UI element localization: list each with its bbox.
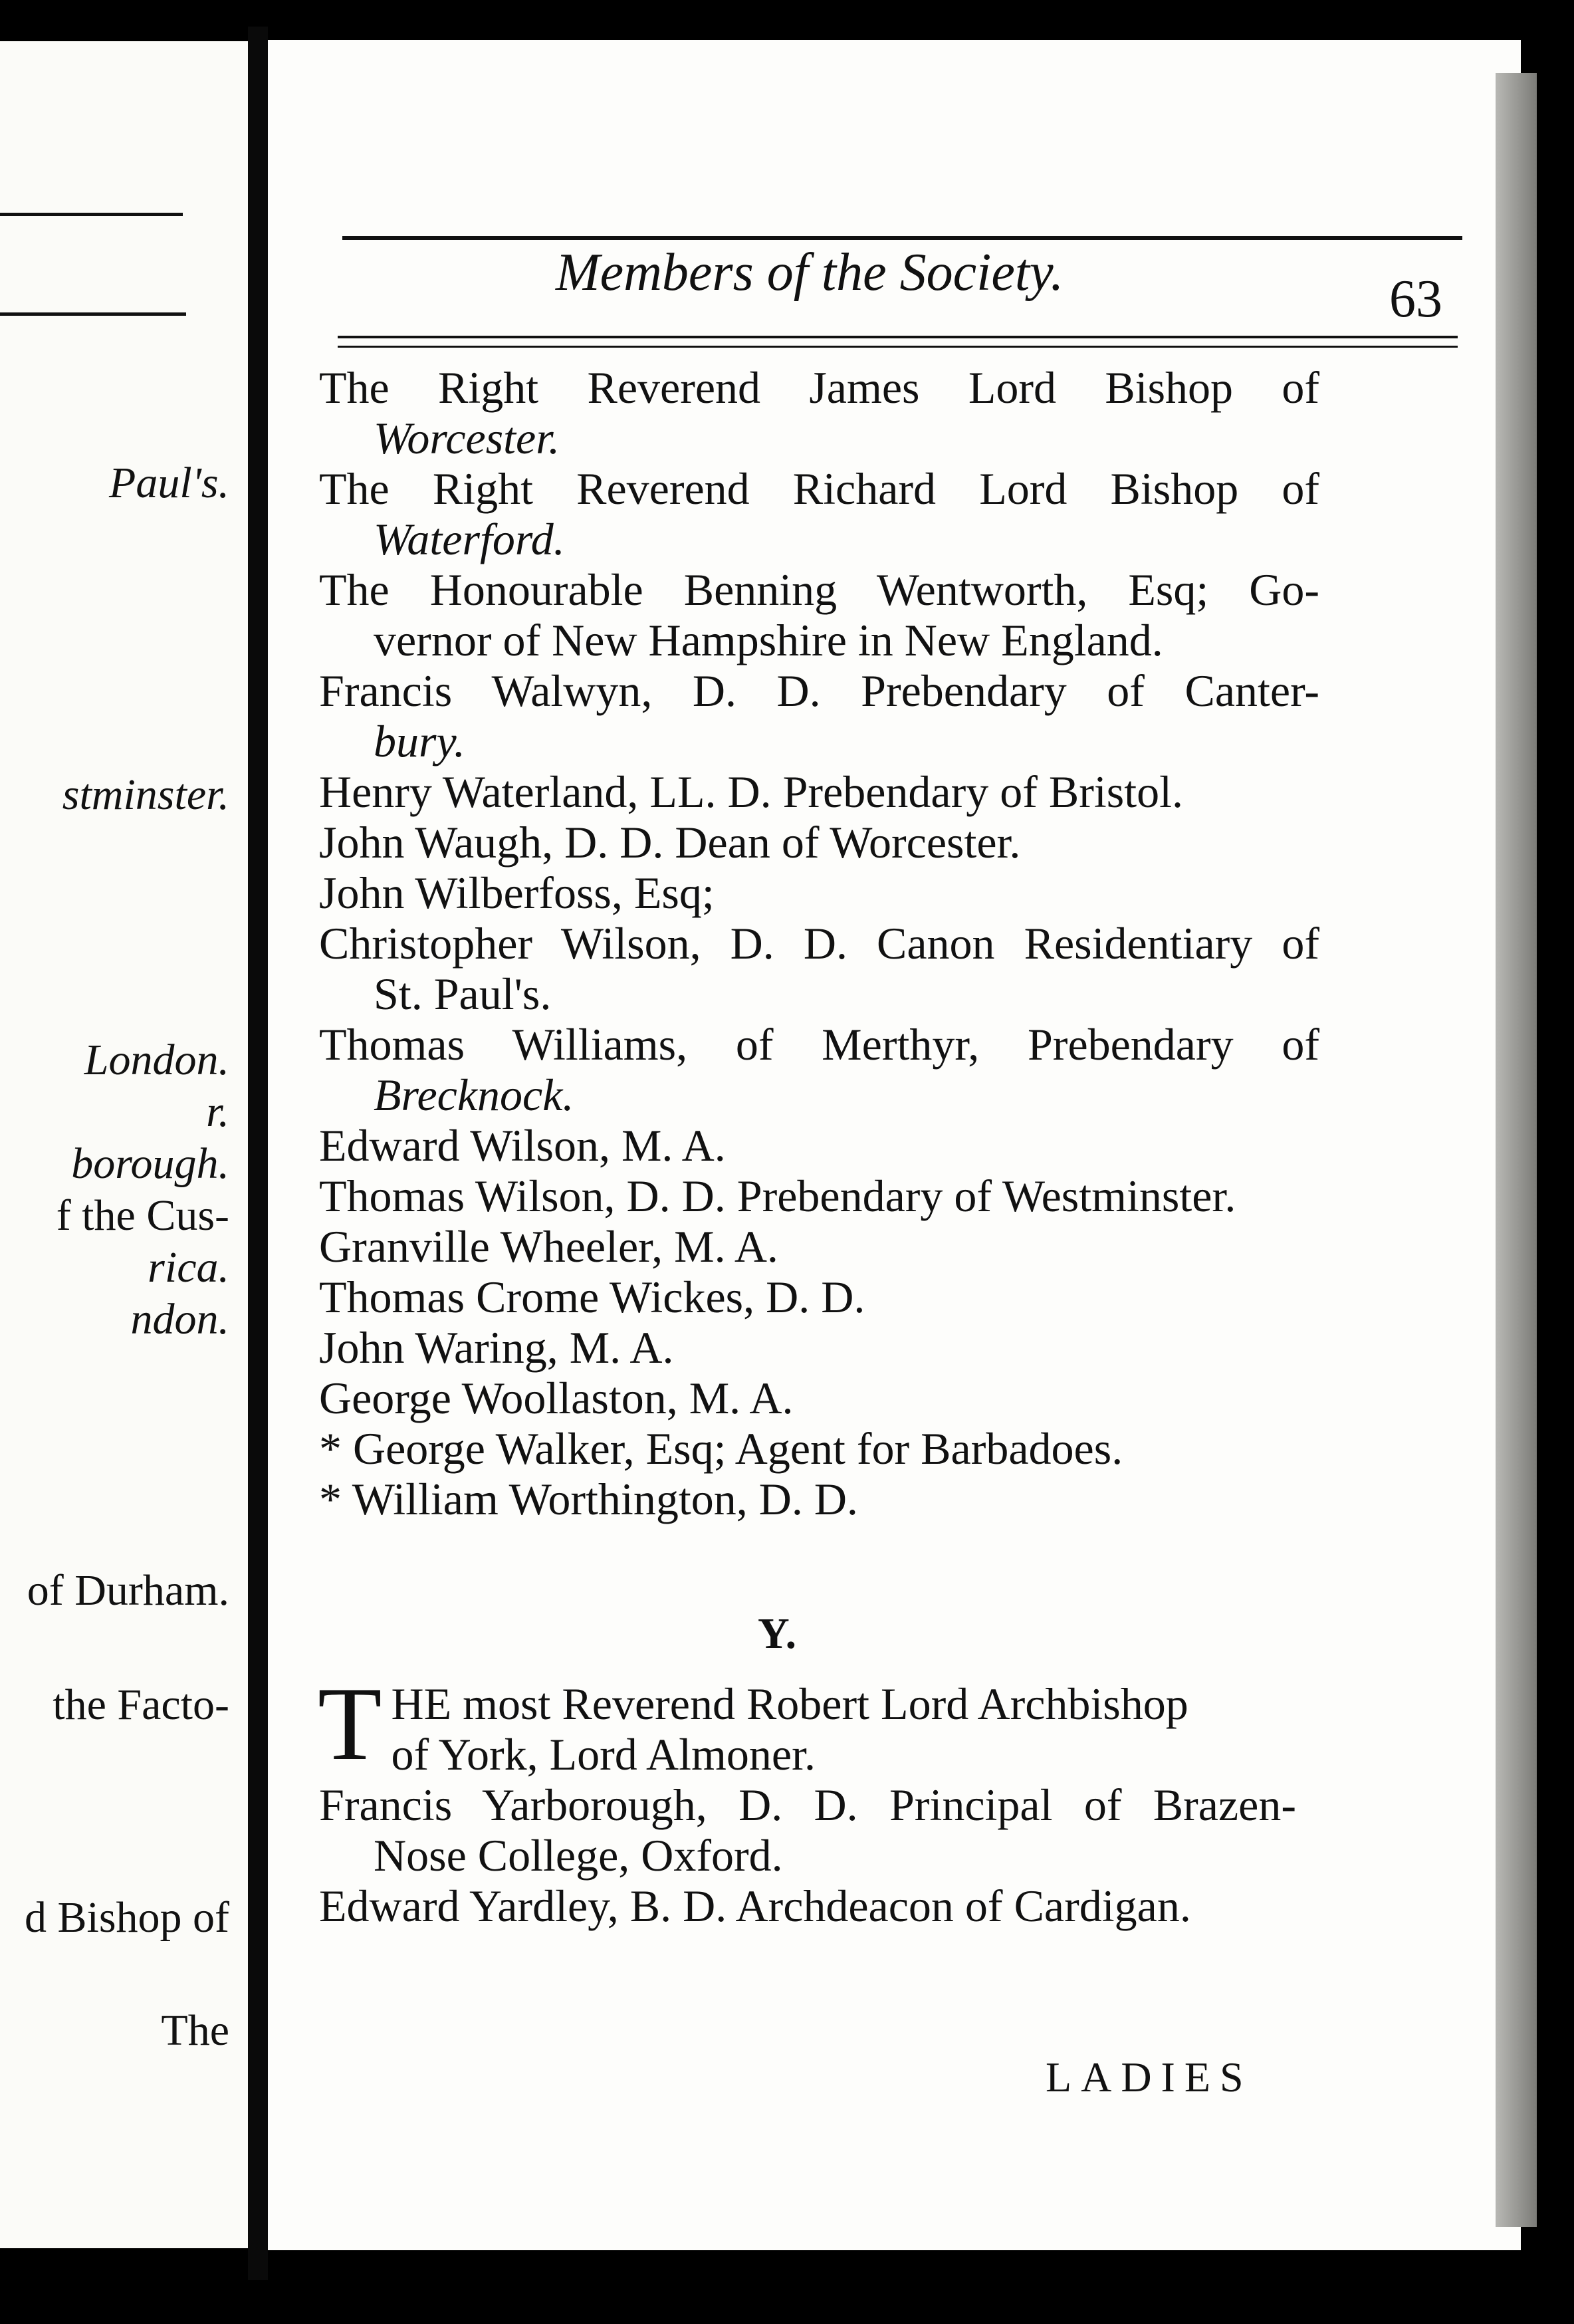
entry-line: John Wilberfoss, Esq; xyxy=(319,868,715,918)
entry-line: Francis Walwyn, D. D. Prebendary of Canter- xyxy=(319,665,1319,716)
member-entry xyxy=(319,1019,1319,1120)
left-fragment: The xyxy=(161,2006,229,2055)
left-fragment: Paul's. xyxy=(109,459,229,507)
member-entry xyxy=(319,1221,1319,1272)
member-entry xyxy=(318,1666,1296,1782)
member-entry xyxy=(319,564,1319,665)
entry-line: bury. xyxy=(374,716,465,766)
entry-line: Nose College, Oxford. xyxy=(374,1830,783,1881)
running-head: Members of the Society. xyxy=(556,243,1064,302)
member-list-w xyxy=(319,362,1319,1524)
entry-line: Granville Wheeler, M. A. xyxy=(319,1221,778,1272)
entry-line: Francis Yarborough, D. D. Principal of Brazen- xyxy=(319,1780,1296,1830)
entry-line: Edward Yardley, B. D. Archdeacon of Cardigan. xyxy=(319,1881,1191,1931)
drop-capital: T xyxy=(318,1666,382,1782)
header-rule-top xyxy=(342,236,1462,240)
entry-line: Thomas Wilson, D. D. Prebendary of Westminster. xyxy=(319,1171,1236,1221)
entry-line: John Waugh, D. D. Dean of Worcester. xyxy=(319,817,1021,868)
entry-line: The Right Reverend James Lord Bishop of xyxy=(319,362,1319,413)
page-edge-shadow xyxy=(1496,73,1537,2227)
left-fragment: ndon. xyxy=(130,1295,229,1343)
entry-line: of York, Lord Almoner. xyxy=(391,1729,816,1780)
member-entry xyxy=(319,1780,1296,1881)
left-fragment: London. xyxy=(84,1036,229,1084)
member-entry xyxy=(319,1373,1319,1423)
entry-line: Thomas Williams, of Merthyr, Prebendary of xyxy=(319,1019,1319,1070)
member-entry xyxy=(319,766,1319,817)
entry-line: Henry Waterland, LL. D. Prebendary of Bristol. xyxy=(319,766,1184,817)
member-entry xyxy=(319,918,1319,1019)
header-rule-bottom xyxy=(338,336,1458,338)
member-entry xyxy=(319,1272,1319,1322)
entry-line: * George Walker, Esq; Agent for Barbadoes. xyxy=(319,1423,1123,1474)
page-number: 63 xyxy=(1389,270,1442,328)
section-letter-y: Y. xyxy=(758,1609,797,1658)
member-entry xyxy=(319,1423,1319,1474)
member-entry xyxy=(319,817,1319,868)
member-entry xyxy=(319,1881,1296,1931)
member-entry xyxy=(319,463,1319,564)
entry-line: Edward Wilson, M. A. xyxy=(319,1120,726,1171)
entry-line: Brecknock. xyxy=(374,1070,574,1120)
member-entry xyxy=(319,1120,1319,1171)
entry-line: The Right Reverend Richard Lord Bishop of xyxy=(319,463,1319,514)
member-entry xyxy=(319,1171,1319,1221)
member-entry xyxy=(319,1474,1319,1524)
header-rule-bottom-double xyxy=(338,346,1458,348)
member-entry xyxy=(319,362,1319,463)
left-rule-top xyxy=(0,213,183,216)
left-fragment: d Bishop of xyxy=(24,1893,229,1942)
left-fragment: f the Cus- xyxy=(56,1191,229,1240)
member-entry xyxy=(319,665,1319,766)
entry-line: Thomas Crome Wickes, D. D. xyxy=(319,1272,865,1322)
entry-line: * William Worthington, D. D. xyxy=(319,1474,858,1524)
entry-line: vernor of New Hampshire in New England. xyxy=(374,615,1163,665)
member-entry xyxy=(319,868,1319,918)
left-fragment: rica. xyxy=(148,1243,229,1292)
entry-line: The Honourable Benning Wentworth, Esq; Go- xyxy=(319,564,1319,615)
catchword: LADIES xyxy=(1046,2053,1253,2101)
entry-line: John Waring, M. A. xyxy=(319,1322,674,1373)
left-fragment: stminster. xyxy=(62,770,229,819)
member-entry xyxy=(319,1322,1319,1373)
left-fragment: the Facto- xyxy=(53,1681,229,1729)
entry-line: Christopher Wilson, D. D. Canon Residentiary of xyxy=(319,918,1319,969)
member-list-y xyxy=(318,1666,1296,1931)
book-gutter xyxy=(248,27,268,2280)
left-page-fragment xyxy=(0,41,248,2248)
entry-line: Worcester. xyxy=(374,413,560,463)
entry-line: George Woollaston, M. A. xyxy=(319,1373,794,1423)
entry-line: St. Paul's. xyxy=(374,969,552,1019)
left-rule-bottom xyxy=(0,312,186,316)
entry-line: HE most Reverend Robert Lord Archbishop xyxy=(391,1679,1188,1729)
left-fragment: borough. xyxy=(71,1139,229,1188)
left-fragment: of Durham. xyxy=(27,1566,229,1615)
entry-line: Waterford. xyxy=(374,514,565,564)
left-fragment: r. xyxy=(206,1088,229,1136)
